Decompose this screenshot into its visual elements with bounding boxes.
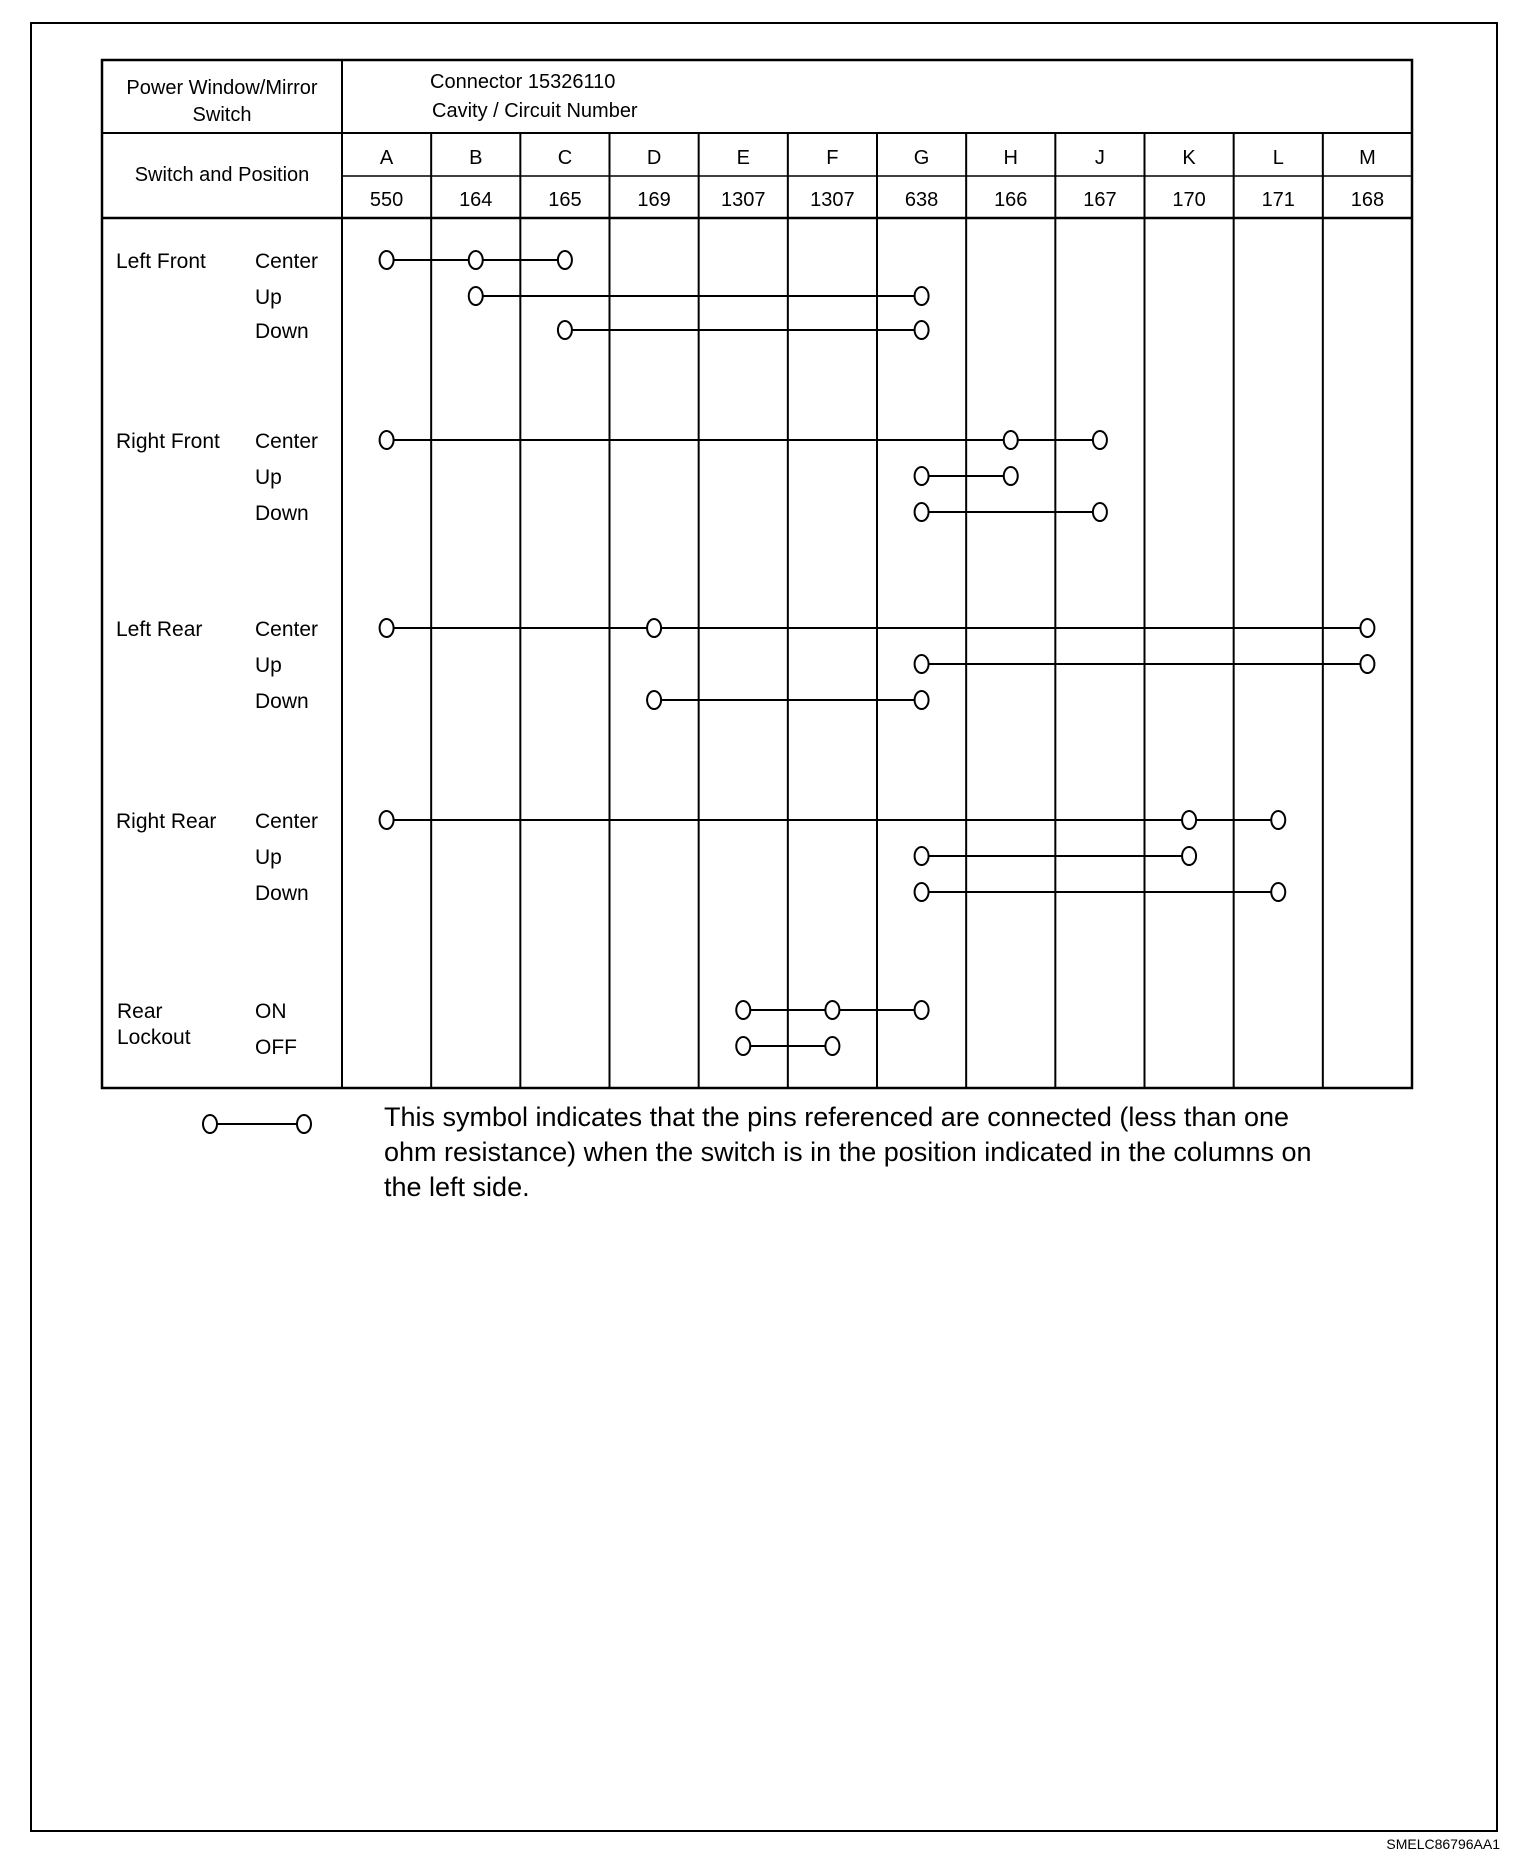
pin-marker: [558, 251, 572, 269]
group-name: Lockout: [117, 1026, 191, 1049]
cavity-label: C: [557, 147, 573, 169]
group-name: Left Rear: [116, 618, 203, 641]
pin-marker: [915, 847, 929, 865]
column-lines: [431, 133, 1323, 1088]
cavity-label: K: [1182, 147, 1196, 169]
pin-marker: [825, 1001, 839, 1019]
pin-marker: [647, 691, 661, 709]
legend-text: This symbol indicates that the pins referenced are connected (less than one ohm resistance) when the switch is in the position indicated in the columns on the left side.: [384, 1102, 1312, 1202]
pin-marker: [1182, 811, 1196, 829]
cavity-label: L: [1272, 147, 1284, 169]
position-label: OFF: [255, 1036, 297, 1059]
pin-marker: [1004, 467, 1018, 485]
pin-marker: [736, 1037, 750, 1055]
pin-marker: [380, 619, 394, 637]
pin-marker: [915, 1001, 929, 1019]
cavity-label: M: [1359, 147, 1376, 169]
connector-number: Connector 15326110: [430, 71, 616, 93]
position-label: Center: [255, 250, 319, 273]
pin-marker: [558, 321, 572, 339]
position-label: ON: [255, 1000, 287, 1023]
pin-marker: [380, 251, 394, 269]
cavity-label: D: [646, 147, 662, 169]
cavity-label: F: [826, 147, 839, 169]
header-cells: [126, 71, 1384, 211]
legend-pin-left: [203, 1115, 217, 1133]
pin-marker: [736, 1001, 750, 1019]
pin-marker: [380, 431, 394, 449]
circuit-number: 170: [1172, 189, 1206, 211]
position-label: Up: [255, 654, 282, 677]
table-grid: [102, 60, 1412, 1088]
pin-marker: [1271, 811, 1285, 829]
circuit-number: 167: [1083, 189, 1117, 211]
group-name: Rear: [117, 1000, 163, 1023]
row-labels: [116, 250, 318, 1059]
pin-marker: [1182, 847, 1196, 865]
connection-row: [915, 503, 1107, 521]
connection-row: [915, 883, 1286, 901]
circuit-number: 166: [994, 189, 1028, 211]
legend-symbol: [203, 1115, 311, 1133]
pin-marker: [1004, 431, 1018, 449]
connection-row: [736, 1001, 928, 1019]
pin-marker: [1271, 883, 1285, 901]
cavity-label: J: [1094, 147, 1105, 169]
position-label: Center: [255, 618, 319, 641]
circuit-number: 165: [548, 189, 582, 211]
position-label: Up: [255, 286, 282, 309]
pin-marker: [825, 1037, 839, 1055]
circuit-number: 638: [904, 189, 939, 211]
pin-marker: [1093, 431, 1107, 449]
circuit-number: 550: [369, 189, 404, 211]
position-label: Center: [255, 810, 319, 833]
circuit-number: 171: [1261, 189, 1295, 211]
pin-marker: [915, 321, 929, 339]
position-label: Up: [255, 466, 282, 489]
connection-row: [558, 321, 929, 339]
position-label: Up: [255, 846, 282, 869]
pin-marker: [915, 655, 929, 673]
cavity-circuit-label: Cavity / Circuit Number: [432, 100, 638, 122]
group-name: Right Front: [116, 430, 220, 453]
position-label: Down: [255, 882, 309, 905]
cavity-label: A: [379, 147, 394, 169]
pin-marker: [1360, 619, 1374, 637]
cavity-label: G: [913, 147, 930, 169]
connection-row: [380, 811, 1286, 829]
pin-marker: [647, 619, 661, 637]
circuit-number: 168: [1350, 189, 1385, 211]
position-label: Center: [255, 430, 319, 453]
group-name: Left Front: [116, 250, 206, 273]
position-label: Down: [255, 320, 309, 343]
pin-marker: [380, 811, 394, 829]
table-border: [102, 60, 1412, 1088]
pin-marker: [915, 503, 929, 521]
figure-id: SMELC86796AA1: [1386, 1836, 1500, 1852]
switch-title-line2: Switch: [192, 104, 252, 126]
pin-marker: [915, 467, 929, 485]
pin-marker: [469, 287, 483, 305]
circuit-number: 169: [637, 189, 671, 211]
circuit-number: 1307: [810, 189, 855, 211]
connection-row: [380, 251, 572, 269]
circuit-number: 164: [459, 189, 493, 211]
cavity-label: H: [1003, 147, 1018, 169]
cavity-label: B: [469, 147, 483, 169]
pin-marker: [915, 287, 929, 305]
group-name: Right Rear: [116, 810, 217, 833]
legend-pin-right: [297, 1115, 311, 1133]
pin-marker: [1360, 655, 1374, 673]
pin-marker: [1093, 503, 1107, 521]
connection-row: [380, 431, 1107, 449]
pin-marker: [915, 883, 929, 901]
switch-title-line1: Power Window/Mirror: [126, 77, 318, 99]
pin-marker: [469, 251, 483, 269]
switch-position-label: Switch and Position: [134, 164, 310, 186]
cavity-label: E: [736, 147, 750, 169]
pin-marker: [915, 691, 929, 709]
circuit-number: 1307: [721, 189, 766, 211]
position-label: Down: [255, 502, 309, 525]
position-label: Down: [255, 690, 309, 713]
